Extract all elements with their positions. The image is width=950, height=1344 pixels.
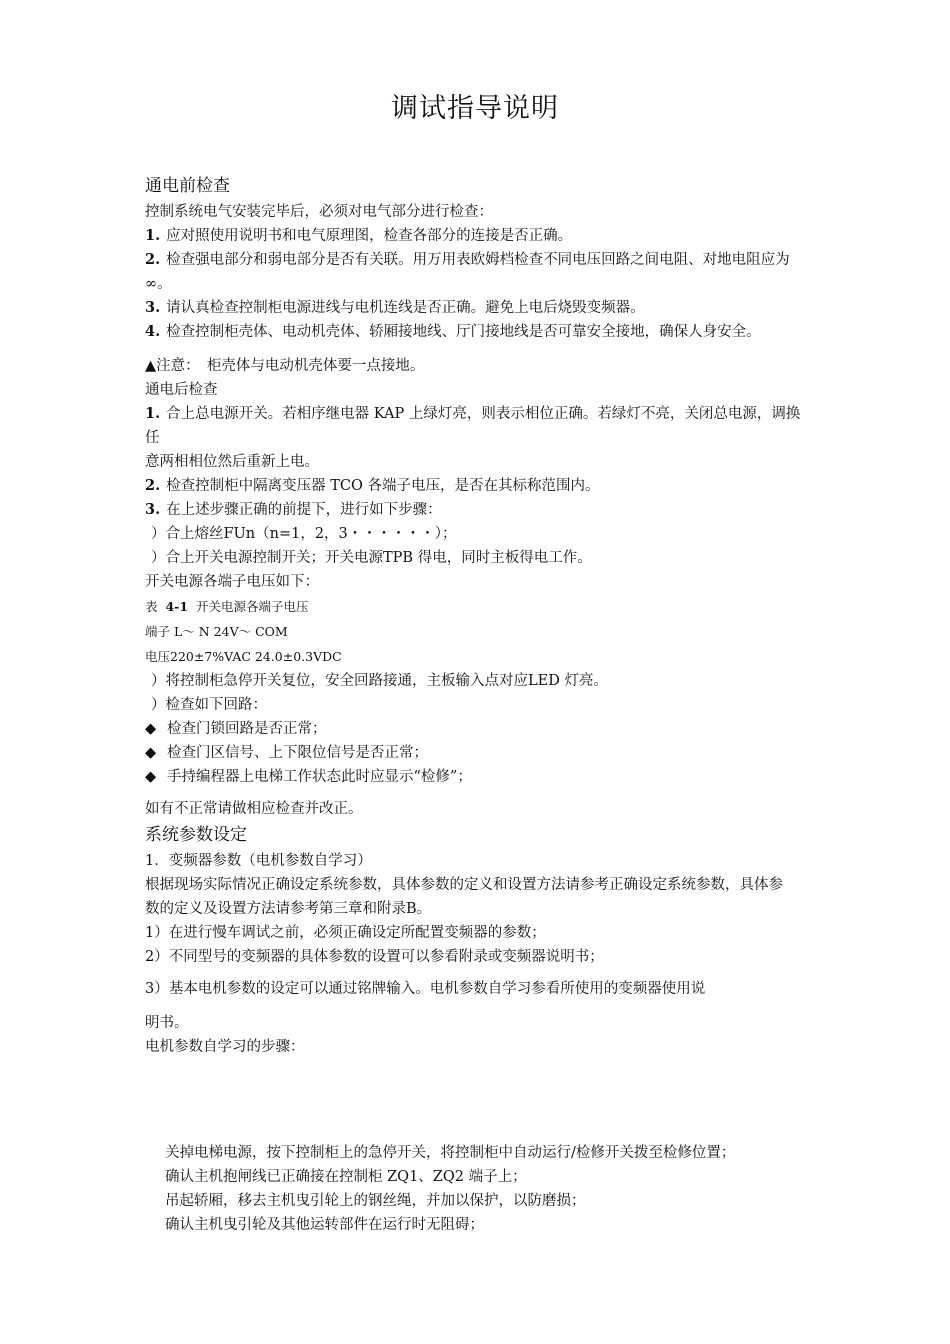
params-sub-1: 1．变频器参数（电机参数自学习） bbox=[145, 853, 372, 869]
autotune-step-3: 吊起轿厢，移去主机曳引轮上的钢丝绳，并加以保护，以防磨损； bbox=[165, 1193, 586, 1209]
section-heading-post-power: 通电后检查 bbox=[145, 382, 218, 398]
item-text: 请认真检查控制柜电源进线与电机连线是否正确。避免上电后烧毁变频器。 bbox=[166, 300, 645, 316]
diamond-bullet-icon: ◆ bbox=[145, 769, 157, 785]
autotune-step-4: 确认主机曳引轮及其他运转部件在运行时无阻碍； bbox=[165, 1217, 484, 1233]
autotune-steps-list bbox=[165, 1141, 845, 1237]
item-text: 合上总电源开关。若相序继电器 KAP 上绿灯亮，则表示相位正确。若绿灯不亮，关闭总电源，调换任 bbox=[145, 406, 801, 446]
page-title: 调试指导说明 bbox=[391, 93, 559, 124]
params-para-1: 根据现场实际情况正确设定系统参数，具体参数的定义和设置方法请参考正确设定系统参数，具体参 bbox=[145, 877, 783, 893]
params-item-2: 2）不同型号的变频器的具体参数的设置可以参看附录或变频器说明书； bbox=[145, 949, 604, 965]
section-heading-params: 系统参数设定 bbox=[145, 825, 247, 845]
params-item-3: 3）基本电机参数的设定可以通过铭牌输入。电机参数自学习参看所使用的变频器使用说 bbox=[145, 981, 706, 997]
document-body bbox=[145, 172, 810, 1059]
pre-power-item-4 bbox=[145, 320, 810, 344]
autotune-step-2: 确认主机抱闸线已正确接在控制柜 ZQ1、ZQ2 端子上； bbox=[165, 1169, 527, 1185]
check-text: 手持编程器上电梯工作状态此时应显示“检修”； bbox=[167, 769, 472, 785]
table-caption-prefix: 表 bbox=[145, 599, 158, 614]
diamond-bullet-icon: ◆ bbox=[145, 721, 157, 737]
step-c: ）将控制柜急停开关复位，安全回路接通，主板输入点对应LED 灯亮。 bbox=[151, 673, 608, 689]
autotune-steps-intro: 电机参数自学习的步骤： bbox=[145, 1039, 305, 1055]
section-heading-pre-power: 通电前检查 bbox=[145, 176, 230, 196]
item-number: 3. bbox=[145, 299, 161, 316]
item-number: 2. bbox=[145, 477, 161, 494]
psu-intro: 开关电源各端子电压如下： bbox=[145, 574, 319, 590]
params-item-3-cont: 明书。 bbox=[145, 1015, 189, 1031]
pre-power-item-3 bbox=[145, 296, 810, 320]
step-b: ）合上开关电源控制开关；开关电源TPB 得电，同时主板得电工作。 bbox=[151, 550, 592, 566]
item-number: 3. bbox=[145, 501, 161, 518]
check-text: 检查门区信号、上下限位信号是否正常； bbox=[167, 745, 428, 761]
params-para-1-cont: 数的定义及设置方法请参考第三章和附录B。 bbox=[145, 901, 432, 917]
step-a: ）合上熔丝FUn（n=1，2，3・・・・・・）； bbox=[151, 526, 457, 542]
check-text: 检查门锁回路是否正常； bbox=[167, 721, 327, 737]
check-item-3 bbox=[145, 765, 810, 789]
item-text: 检查强电部分和弱电部分是否有关联。用万用表欧姆档检查不同电压回路之间电阻、对地电阻应为∞。 bbox=[145, 252, 790, 292]
diamond-bullet-icon: ◆ bbox=[145, 745, 157, 761]
item-text: 检查控制柜中隔离变压器 TCO 各端子电压，是否在其标称范围内。 bbox=[166, 478, 600, 494]
params-item-1: 1）在进行慢车调试之前，必须正确设定所配置变频器的参数； bbox=[145, 925, 546, 941]
post-power-item-1-cont: 意两相相位然后重新上电。 bbox=[145, 454, 319, 470]
autotune-step-1: 关掉电梯电源，按下控制柜上的急停开关，将控制柜中自动运行/检修开关拨至检修位置； bbox=[165, 1145, 736, 1161]
step-d: ）检查如下回路： bbox=[151, 697, 267, 713]
item-number: 2. bbox=[145, 251, 161, 268]
item-text: 应对照使用说明书和电气原理图，检查各部分的连接是否正确。 bbox=[166, 228, 573, 244]
post-power-item-2 bbox=[145, 474, 810, 498]
pre-power-intro: 控制系统电气安装完毕后，必须对电气部分进行检查： bbox=[145, 204, 493, 220]
item-number: 1. bbox=[145, 227, 161, 244]
table-caption bbox=[145, 594, 810, 619]
table-caption-number: 4-1 bbox=[165, 599, 189, 614]
check-item-1 bbox=[145, 717, 810, 741]
post-power-item-3 bbox=[145, 498, 810, 522]
item-number: 1. bbox=[145, 405, 161, 422]
item-text: 检查控制柜壳体、电动机壳体、轿厢接地线、厅门接地线是否可靠安全接地，确保人身安全。 bbox=[166, 324, 761, 340]
table-row-voltages: 电压220±7%VAC 24.0±0.3VDC bbox=[145, 649, 342, 664]
item-text: 在上述步骤正确的前提下，进行如下步骤： bbox=[166, 502, 442, 518]
table-caption-text: 开关电源各端子电压 bbox=[196, 599, 309, 614]
pre-power-item-1 bbox=[145, 224, 810, 248]
post-power-closing: 如有不正常请做相应检查并改正。 bbox=[145, 801, 363, 817]
grounding-note: ▲注意： 柜壳体与电动机壳体要一点接地。 bbox=[145, 358, 425, 374]
pre-power-item-2 bbox=[145, 248, 810, 296]
post-power-item-1 bbox=[145, 402, 810, 450]
item-number: 4. bbox=[145, 323, 161, 340]
check-item-2 bbox=[145, 741, 810, 765]
table-row-terminals: 端子 L～ N 24V～ COM bbox=[145, 624, 288, 639]
